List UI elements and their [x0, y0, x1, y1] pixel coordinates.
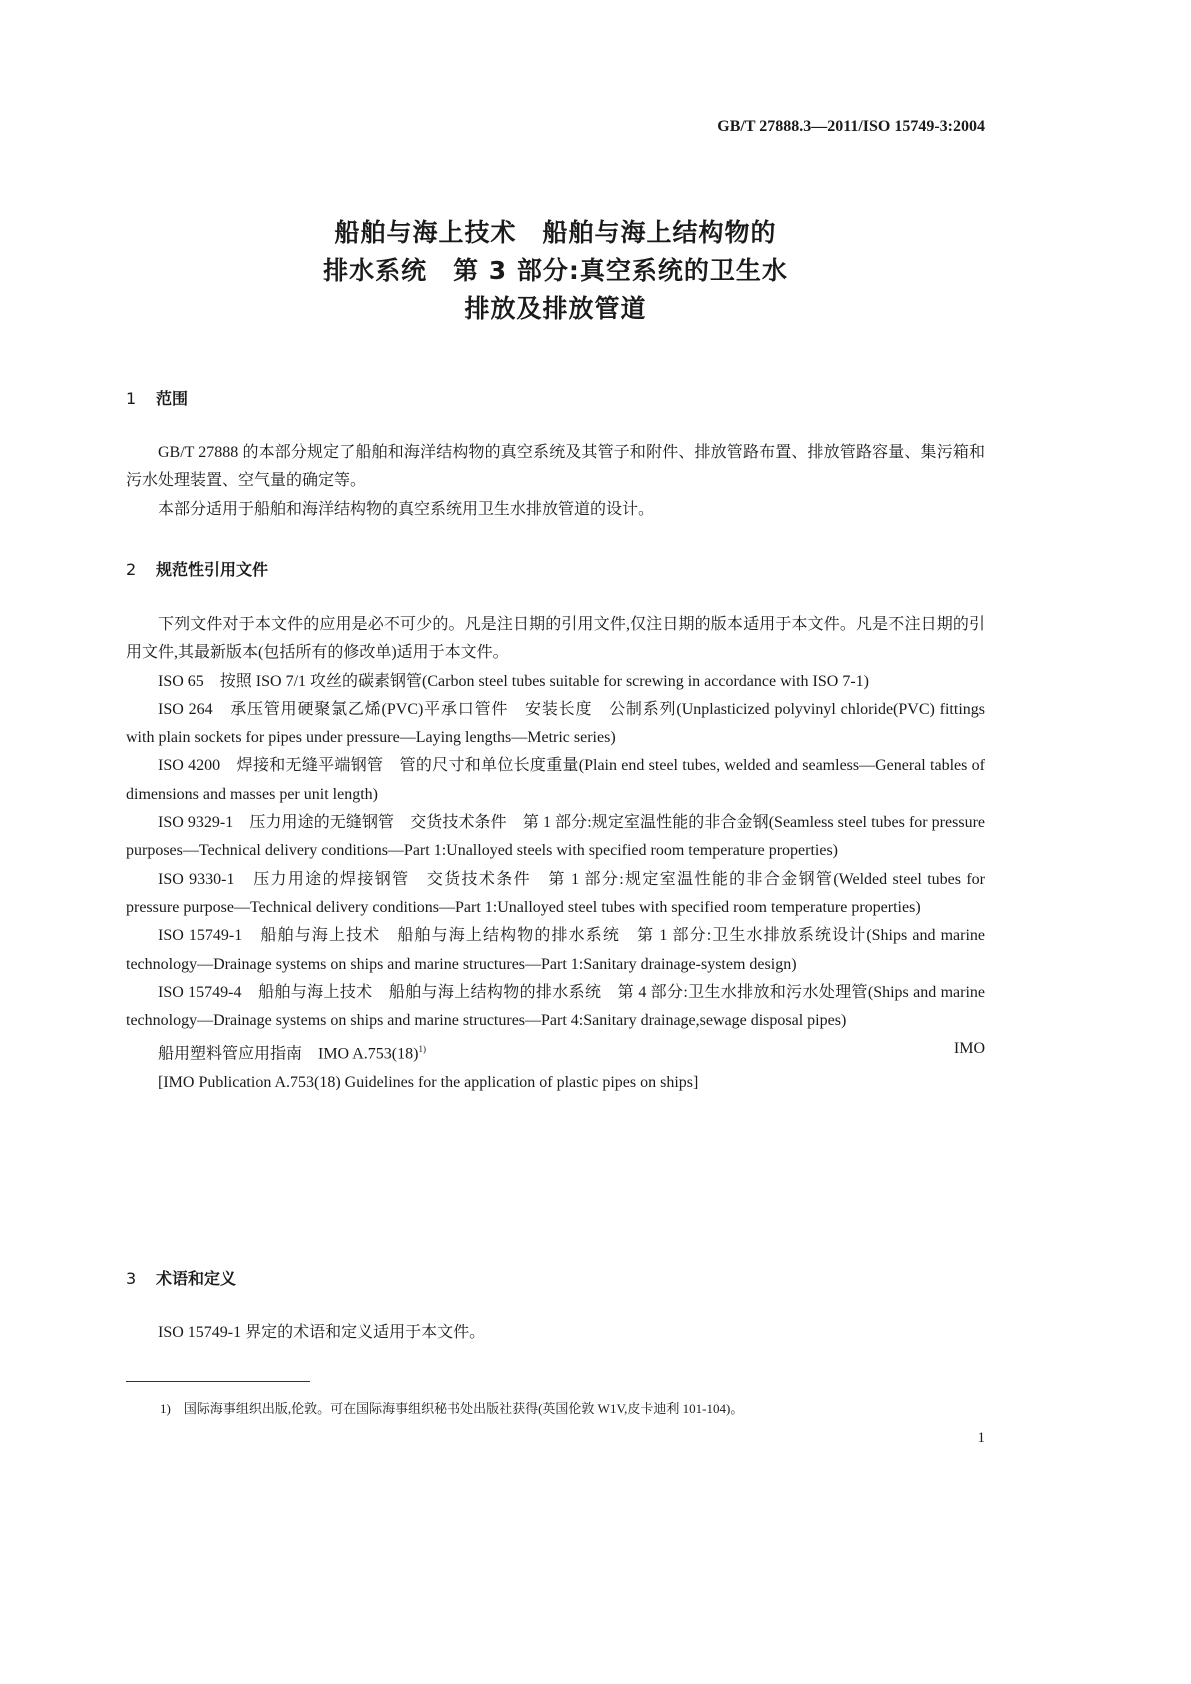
paragraph: 下列文件对于本文件的应用是必不可少的。凡是注日期的引用文件,仅注日期的版本适用于本文件。凡是不注日期的引用文件,其最新版本(包括所有的修改单)适用于本文件。 [126, 616, 985, 662]
reference-entry: ISO 15749-4 船舶与海上技术 船舶与海上结构物的排水系统 第 4 部分:卫生水排放和污水处理管(Ships and marine technology—Drainage systems on ships and marine structures—Part 4:Sanitary drainage,sewage disposal pipes) [126, 983, 985, 1030]
reference-entry: ISO 264 承压管用硬聚氯乙烯(PVC)平承口管件 安装长度 公制系列(Unplasticized polyvinyl chloride(PVC) fittings with plain sockets for pipes under pressure—Laying lengths—Metric series) [126, 700, 985, 747]
reference-entry: ISO 15749-1 船舶与海上技术 船舶与海上结构物的排水系统 第 1 部分:卫生水排放系统设计(Ships and marine technology—Drainage systems on ships and marine structures—Part 1:Sanitary drainage-system design) [126, 927, 985, 973]
paragraph: 本部分适用于船舶和海洋结构物的真空系统用卫生水排放管道的设计。 [158, 500, 655, 518]
section-scope-body [126, 439, 985, 524]
paragraph: GB/T 27888 的本部分规定了船舶和海洋结构物的真空系统及其管子和附件、排放管路布置、排放管路容量、集污箱和污水处理装置、空气量的确定等。 [126, 444, 985, 490]
section-terms-body [126, 1319, 985, 1347]
title-line: 排放及排放管道 [464, 294, 647, 323]
section-heading-normative-references: 2 规范性引用文件 [126, 560, 269, 579]
reference-entry: ISO 65 按照 ISO 7/1 攻丝的碳素钢管(Carbon steel tubes suitable for screwing in accordance with ISO 7-1) [158, 672, 869, 690]
paragraph: ISO 15749-1 界定的术语和定义适用于本文件。 [158, 1324, 486, 1341]
page-number: 1 [977, 1430, 985, 1446]
reference-entry-imo-english: [IMO Publication A.753(18) Guidelines for the application of plastic pipes on ships] [158, 1074, 699, 1092]
footnote: 1) 国际海事组织出版,伦敦。可在国际海事组织秘书处出版社获得(英国伦敦 W1V,皮卡迪利 101-104)。 [160, 1401, 744, 1416]
section-heading-terms: 3 术语和定义 [126, 1269, 237, 1288]
reference-entry-imo: 船用塑料管应用指南 IMO $A.753(18)^{1)}$ IMO [158, 1040, 985, 1063]
section-references-body [126, 611, 985, 1097]
footnote-divider [126, 1381, 310, 1382]
standard-code-header: GB/T 27888.3—2011/ISO 15749-3:2004 [717, 118, 985, 135]
reference-entry: ISO 9330-1 压力用途的焊接钢管 交货技术条件 第 1 部分:规定室温性能的非合金钢管(Welded steel tubes for pressure purpose—Technical delivery conditions—Part 1:Unalloyed steel tubes with specified room temperature properties) [126, 870, 985, 916]
title-line: 排水系统 第 3 部分:真空系统的卫生水 [323, 256, 788, 285]
reference-entry: ISO 9329-1 压力用途的无缝钢管 交货技术条件 第 1 部分:规定室温性能的非合金钢(Seamless steel tubes for pressure purposes—Technical delivery conditions—Part 1:Unalloyed steels with specified room temperature properties) [126, 814, 985, 860]
reference-entry: ISO 4200 焊接和无缝平端钢管 管的尺寸和单位长度重量(Plain end steel tubes, welded and seamless—General tables of dimensions and masses per unit length) [126, 757, 985, 803]
footnote-ref: 1) [418, 1044, 426, 1055]
document-title [0, 214, 1111, 328]
title-line: 船舶与海上技术 船舶与海上结构物的 [334, 218, 777, 247]
section-heading-scope: 1 范围 [126, 389, 189, 408]
